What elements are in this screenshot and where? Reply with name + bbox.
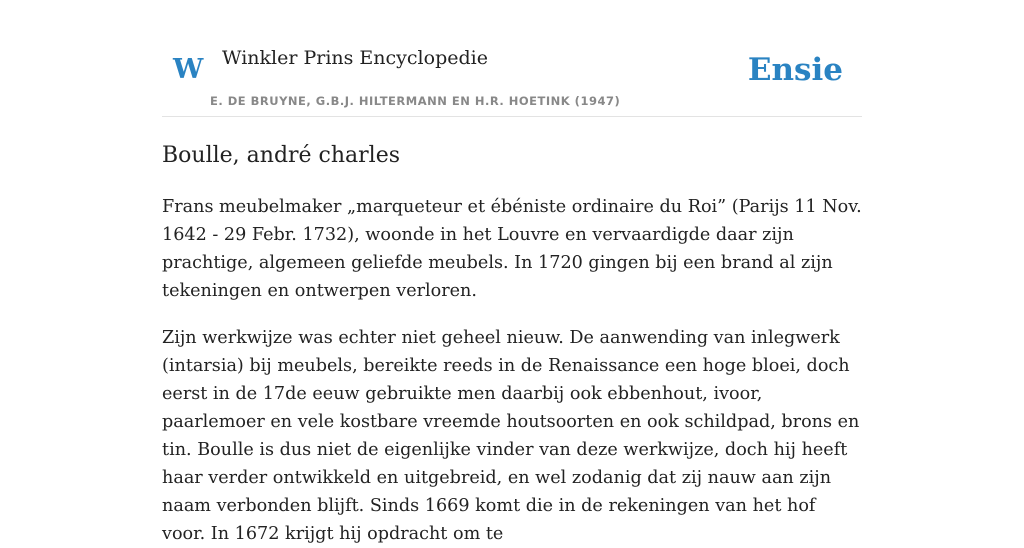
winkler-prins-logo[interactable]: W (173, 54, 204, 85)
authors-line: E. DE BRUYNE, G.B.J. HILTERMANN EN H.R. HOETINK (1947) (210, 94, 621, 108)
article-paragraph-1: Frans meubelmaker „marqueteur et ébéniste ordinaire du Roi” (Parijs 11 Nov. 1642 - 29 Febr. 1732), woonde in het Louvre en vervaardigde daar zijn prachtige, algemeen geliefde meubels. In 1720 gingen bij een brand al zijn tekeningen en ontwerpen verloren. (162, 197, 862, 301)
article-paragraph-2: Zijn werkwijze was echter niet geheel nieuw. De aanwending van inlegwerk (intarsia) bij meubels, bereikte reeds in de Renaissance een hoge bloei, doch eerst in de 17de eeuw gebruikte men daarbij ook ebbenhout, ivoor, paarlemoer en vele kostbare vreemde houtsoorten en ook schildpad, brons en tin. Boulle is dus niet de eigenlijke vinder van deze werkwijze, doch hij heeft haar verder ontwikkeld en uitgebreid, en wel zodanig dat zij nauw aan zijn naam verbonden blijft. Sinds 1669 komt die in de rekeningen van het hof voor. In 1672 krijgt hij opdracht om te (162, 328, 860, 544)
article-title: Boulle, andré charles (162, 143, 401, 168)
ensie-logo[interactable]: Ensie (747, 52, 843, 88)
article-page (162, 0, 862, 548)
publication-title[interactable]: Winkler Prins Encyclopedie (222, 47, 488, 69)
header (162, 0, 862, 117)
